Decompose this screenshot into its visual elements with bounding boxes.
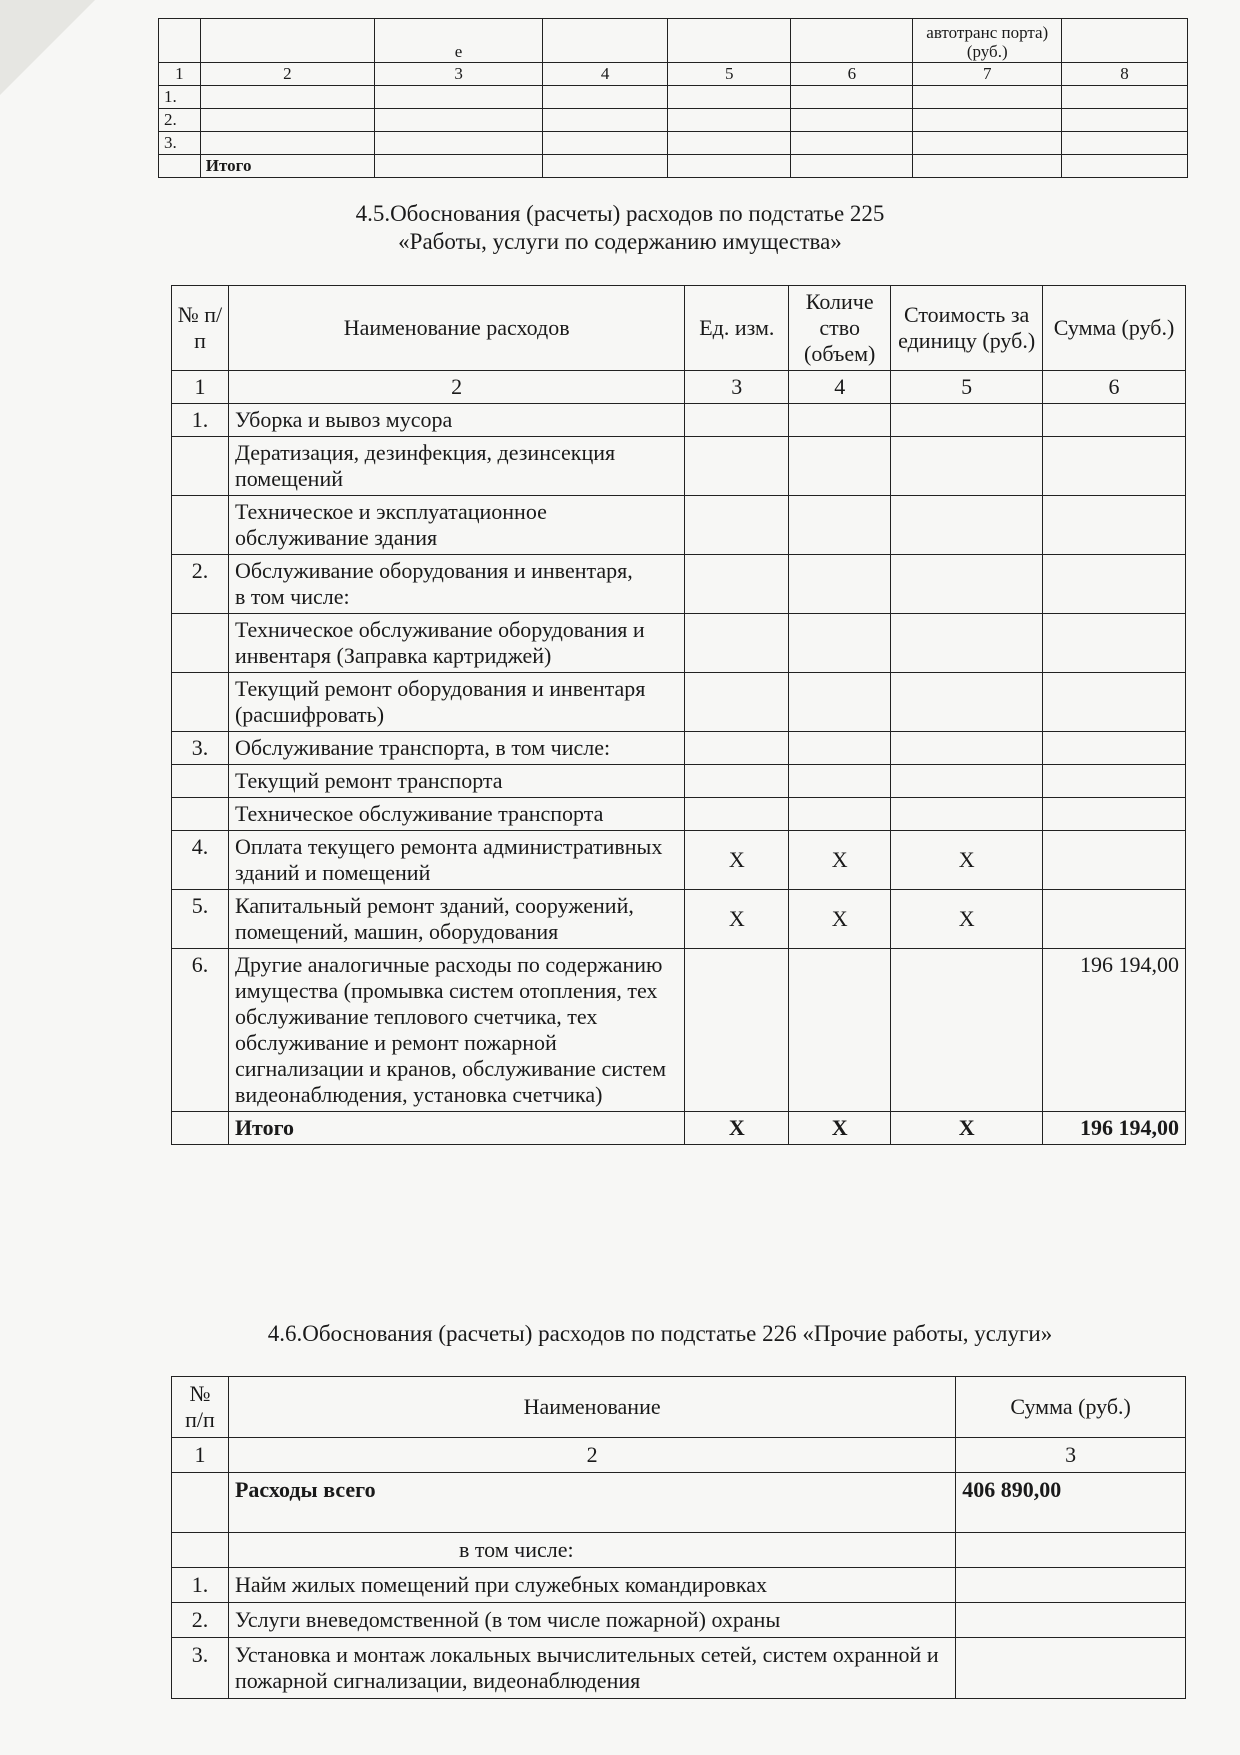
table-cell (668, 132, 791, 155)
row-name: Техническое обслуживание оборудования и инвентаря (Заправка картриджей) (228, 614, 684, 673)
row-unit (685, 798, 789, 831)
total-sum: 406 890,00 (956, 1473, 1186, 1533)
row-name: Другие аналогичные расходы по содержанию имущества (промывка систем отопления, тех обслуживание теплового счетчика, тех обслуживание и ремонт пожарной сигнализации и кранов, обслуживание систем видеонаблюдения, установка счетчика) (228, 949, 684, 1112)
column-number-row (159, 63, 1188, 86)
continued-table (158, 18, 1188, 178)
row-unit: Х (685, 890, 789, 949)
column-number-cell: 3 (956, 1438, 1186, 1473)
row-name: Услуги вневедомственной (в том числе пожарной) охраны (228, 1603, 955, 1638)
expenses-225-table (171, 285, 1186, 1145)
row-quantity (789, 404, 891, 437)
section-225-title-line1: 4.5.Обоснования (расчеты) расходов по подстатье 225 (355, 201, 885, 226)
row-price (891, 614, 1043, 673)
subheader-label: в том числе: (228, 1533, 955, 1568)
row-number: 3. (172, 1638, 229, 1699)
table-cell (668, 109, 791, 132)
row-number (172, 1112, 229, 1145)
row-name: Техническое и эксплуатационное обслуживание здания (228, 496, 684, 555)
table-cell (913, 109, 1062, 132)
table-header-row (172, 286, 1186, 371)
row-name: Обслуживание транспорта, в том числе: (228, 732, 684, 765)
row-number: 6. (172, 949, 229, 1112)
row-unit (685, 949, 789, 1112)
row-quantity (789, 673, 891, 732)
column-number-cell: 6 (791, 63, 913, 86)
row-sum (956, 1568, 1186, 1603)
table-cell (543, 86, 668, 109)
table-cell (913, 132, 1062, 155)
row-price (891, 404, 1043, 437)
row-number (172, 1533, 229, 1568)
row-price (891, 496, 1043, 555)
table-cell (791, 155, 913, 178)
row-name: Уборка и вывоз мусора (228, 404, 684, 437)
row-price: Х (891, 890, 1043, 949)
table-cell (913, 86, 1062, 109)
row-sum (956, 1603, 1186, 1638)
total-row (172, 1112, 1186, 1145)
section-226-title: 4.6.Обоснования (расчеты) расходов по подстатье 226 «Прочие работы, услуги» (267, 1321, 1053, 1346)
header-cell: Стоимость за единицу (руб.) (891, 286, 1043, 371)
row-unit: Х (685, 831, 789, 890)
row-sum (1043, 673, 1186, 732)
row-quantity (789, 765, 891, 798)
row-number (172, 673, 229, 732)
row-sum (1043, 555, 1186, 614)
table-cell (543, 109, 668, 132)
row-price (891, 765, 1043, 798)
row-price (891, 673, 1043, 732)
table-cell (375, 132, 543, 155)
row-sum (1043, 732, 1186, 765)
header-cell (1062, 19, 1188, 63)
header-cell: автотранс порта) (руб.) (913, 19, 1062, 63)
row-unit (685, 673, 789, 732)
row-name: Найм жилых помещений при служебных командировках (228, 1568, 955, 1603)
table-header-row (172, 1377, 1186, 1438)
row-sum (1043, 890, 1186, 949)
row-unit (685, 555, 789, 614)
table-row (172, 437, 1186, 496)
table-cell (375, 86, 543, 109)
row-name: Техническое обслуживание транспорта (228, 798, 684, 831)
row-quantity: Х (789, 890, 891, 949)
header-cell: е (375, 19, 543, 63)
total-label: Расходы всего (228, 1473, 955, 1533)
table-row (172, 1568, 1186, 1603)
row-name: Установка и монтаж локальных вычислительных сетей, систем охранной и пожарной сигнализации, видеонаблюдения (228, 1638, 955, 1699)
table-row (159, 155, 1188, 178)
row-sum (1043, 831, 1186, 890)
table-row (172, 765, 1186, 798)
row-sum: 196 194,00 (1043, 949, 1186, 1112)
row-name: Капитальный ремонт зданий, сооружений, помещений, машин, оборудования (228, 890, 684, 949)
total-price: Х (891, 1112, 1043, 1145)
table-cell: 2. (159, 109, 201, 132)
row-number: 5. (172, 890, 229, 949)
column-number-cell: 1 (159, 63, 201, 86)
table-row (172, 890, 1186, 949)
column-number-cell: 6 (1043, 371, 1186, 404)
row-price (891, 798, 1043, 831)
row-number: 4. (172, 831, 229, 890)
header-cell: Наименование расходов (228, 286, 684, 371)
table-cell (1062, 155, 1188, 178)
table-row (172, 555, 1186, 614)
table-cell (200, 109, 374, 132)
row-name: Текущий ремонт оборудования и инвентаря (расшифровать) (228, 673, 684, 732)
row-quantity (789, 614, 891, 673)
row-number: 1. (172, 404, 229, 437)
table-cell (159, 155, 201, 178)
total-label: Итого (200, 155, 374, 178)
table-cell (200, 132, 374, 155)
row-unit (685, 404, 789, 437)
column-number-cell: 4 (543, 63, 668, 86)
row-quantity: Х (789, 831, 891, 890)
row-sum (1043, 404, 1186, 437)
table-row (172, 496, 1186, 555)
table-row (172, 1603, 1186, 1638)
table-row (172, 949, 1186, 1112)
header-cell: Ед. изм. (685, 286, 789, 371)
table-row (159, 109, 1188, 132)
header-cell (200, 19, 374, 63)
expenses-226-table (171, 1376, 1186, 1699)
column-number-cell: 1 (172, 1438, 229, 1473)
table-row (172, 614, 1186, 673)
row-name: Текущий ремонт транспорта (228, 765, 684, 798)
row-name: Оплата текущего ремонта административных зданий и помещений (228, 831, 684, 890)
column-number-cell: 2 (228, 371, 684, 404)
row-quantity (789, 732, 891, 765)
row-unit (685, 765, 789, 798)
row-quantity (789, 496, 891, 555)
table-row (172, 673, 1186, 732)
column-number-cell: 8 (1062, 63, 1188, 86)
header-cell: № п/п (172, 1377, 229, 1438)
column-number-cell: 2 (228, 1438, 955, 1473)
row-sum (1043, 437, 1186, 496)
column-number-cell: 3 (685, 371, 789, 404)
table-header-row (159, 19, 1188, 63)
header-cell (159, 19, 201, 63)
row-name: Дератизация, дезинфекция, дезинсекция помещений (228, 437, 684, 496)
table-cell (668, 155, 791, 178)
row-price: Х (891, 831, 1043, 890)
table-row (159, 86, 1188, 109)
table-row (172, 798, 1186, 831)
column-number-cell: 5 (668, 63, 791, 86)
table-cell (791, 86, 913, 109)
row-sum (1043, 765, 1186, 798)
table-row (172, 831, 1186, 890)
table-cell: 1. (159, 86, 201, 109)
row-sum (1043, 496, 1186, 555)
row-unit (685, 496, 789, 555)
row-quantity (789, 555, 891, 614)
header-cell (543, 19, 668, 63)
table-cell (668, 86, 791, 109)
row-quantity (789, 798, 891, 831)
table-cell (200, 86, 374, 109)
subheader-row (172, 1533, 1186, 1568)
table-cell (1062, 86, 1188, 109)
table-row (172, 732, 1186, 765)
row-price (891, 949, 1043, 1112)
header-cell (668, 19, 791, 63)
row-sum (1043, 798, 1186, 831)
header-cell: Сумма (руб.) (1043, 286, 1186, 371)
row-number (172, 1473, 229, 1533)
table-cell (375, 109, 543, 132)
row-unit (685, 732, 789, 765)
header-cell: Сумма (руб.) (956, 1377, 1186, 1438)
row-unit (685, 614, 789, 673)
total-label: Итого (228, 1112, 684, 1145)
table-row (159, 132, 1188, 155)
header-cell: Количе ство (объем) (789, 286, 891, 371)
table-cell (791, 109, 913, 132)
column-number-cell: 5 (891, 371, 1043, 404)
page-corner-shadow (0, 0, 95, 95)
total-row (172, 1473, 1186, 1533)
row-number: 1. (172, 1568, 229, 1603)
row-number (172, 437, 229, 496)
table-cell (543, 155, 668, 178)
table-cell (913, 155, 1062, 178)
row-number (172, 765, 229, 798)
total-quantity: Х (789, 1112, 891, 1145)
row-number (172, 614, 229, 673)
row-price (891, 732, 1043, 765)
row-number: 2. (172, 1603, 229, 1638)
row-quantity (789, 949, 891, 1112)
table-cell (791, 132, 913, 155)
row-quantity (789, 437, 891, 496)
table-row (172, 1638, 1186, 1699)
column-number-cell: 3 (375, 63, 543, 86)
row-name: Обслуживание оборудования и инвентаря, в том числе: (228, 555, 684, 614)
row-sum (1043, 614, 1186, 673)
column-number-cell: 1 (172, 371, 229, 404)
row-sum (956, 1638, 1186, 1699)
total-sum: 196 194,00 (1043, 1112, 1186, 1145)
row-price (891, 437, 1043, 496)
row-price (891, 555, 1043, 614)
row-number: 2. (172, 555, 229, 614)
column-number-cell: 4 (789, 371, 891, 404)
total-unit: Х (685, 1112, 789, 1145)
table-cell (1062, 109, 1188, 132)
header-cell (791, 19, 913, 63)
header-cell: № п/п (172, 286, 229, 371)
row-unit (685, 437, 789, 496)
column-number-cell: 7 (913, 63, 1062, 86)
row-sum (956, 1533, 1186, 1568)
section-225-title-line2: «Работы, услуги по содержанию имущества» (398, 229, 842, 254)
table-cell: 3. (159, 132, 201, 155)
header-cell: Наименование (228, 1377, 955, 1438)
column-number-cell: 2 (200, 63, 374, 86)
table-cell (375, 155, 543, 178)
column-number-row (172, 1438, 1186, 1473)
table-row (172, 404, 1186, 437)
column-number-row (172, 371, 1186, 404)
row-number (172, 496, 229, 555)
row-number: 3. (172, 732, 229, 765)
table-cell (543, 132, 668, 155)
row-number (172, 798, 229, 831)
table-cell (1062, 132, 1188, 155)
